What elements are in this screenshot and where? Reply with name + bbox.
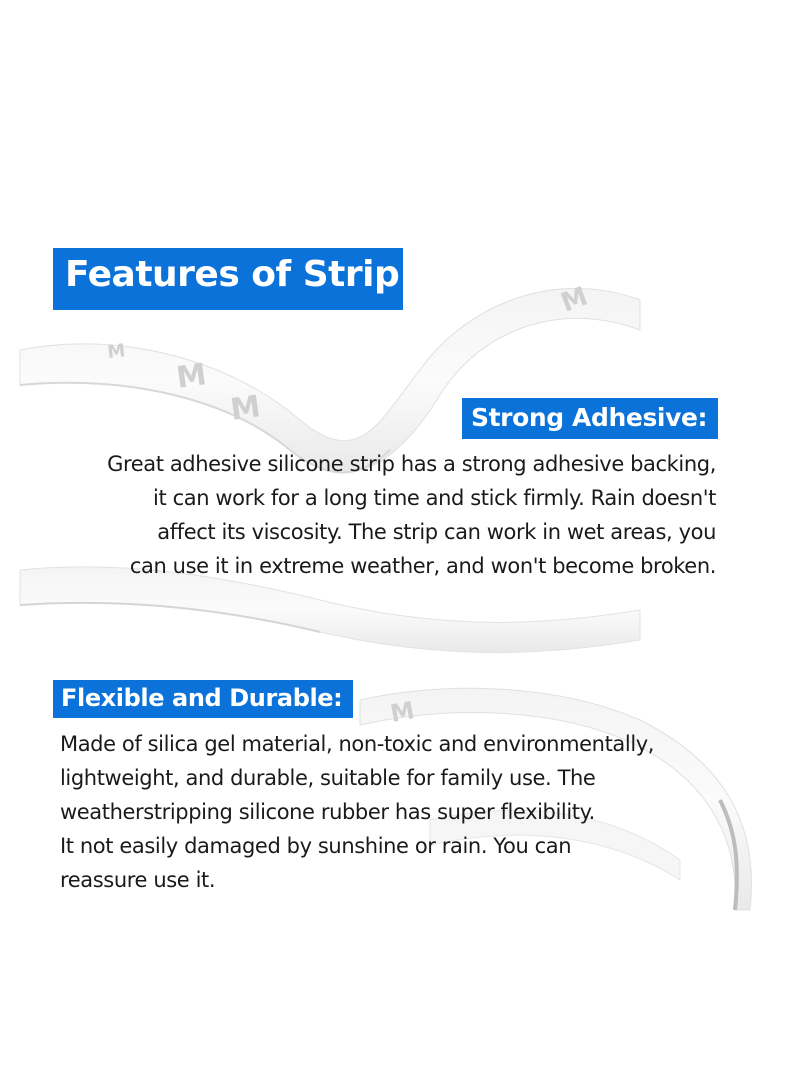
body-line: weatherstripping silicone rubber has super flexibility. [60,800,595,824]
body-line: Great adhesive silicone strip has a strong adhesive backing, [107,452,716,476]
strip-marking: M [174,357,209,396]
body-line: reassure use it. [60,868,216,892]
page-title: Features of Strip [53,248,403,310]
strip-marking: M [388,696,417,728]
section-heading-strong-adhesive: Strong Adhesive: [462,398,718,439]
strip-marking: M [106,340,127,363]
body-line: can use it in extreme weather, and won't become broken. [129,554,716,578]
strip-marking: M [557,281,592,319]
body-line: Made of silica gel material, non-toxic and environmentally, [60,732,655,756]
body-line: lightweight, and durable, suitable for family use. The [60,766,596,790]
strip-marking: M [228,389,263,428]
section-body-flexible-durable [60,727,654,897]
strip-ribbon-upper [20,288,640,472]
section-heading-flexible-durable: Flexible and Durable: [53,680,353,718]
section-body-strong-adhesive [107,447,716,583]
body-line: it can work for a long time and stick firmly. Rain doesn't [153,486,716,510]
body-line: affect its viscosity. The strip can work in wet areas, you [157,520,716,544]
body-line: It not easily damaged by sunshine or rain. You can [60,834,572,858]
